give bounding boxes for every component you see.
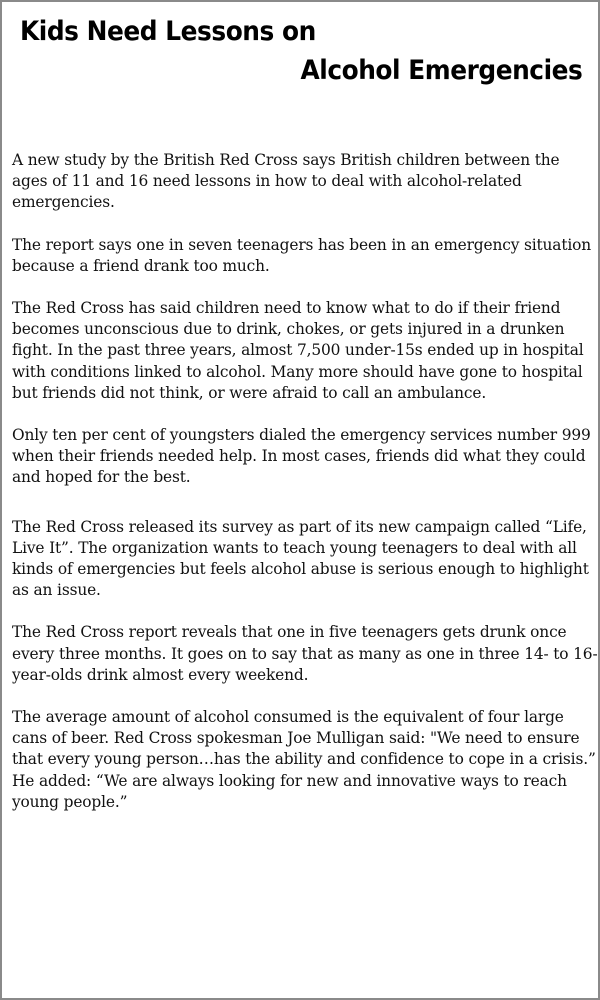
article-body [12, 150, 598, 834]
paragraph-2: The report says one in seven teenagers has been in an emergency situation because a friend drank too much. [12, 235, 592, 275]
paragraph-3: The Red Cross has said children need to know what to do if their friend becomes unconscious due to drink, chokes, or gets injured in a drunken fight. In the past three years, almost 7,500 under-15s ended up in hospital with conditions linked to alcohol. Many more should have gone to hospital but friends did not think, or were afraid to call an ambulance. [12, 299, 584, 402]
article-title-line-2: Alcohol Emergencies [300, 55, 582, 86]
paragraph-7: The average amount of alcohol consumed is the equivalent of four large cans of beer. Red Cross spokesman Joe Mulligan said: "We need to ensure that every young person…has the ability and confidence to cope in a crisis.” He added: “We are always looking for new and innovative ways to reach young people.” [12, 708, 596, 811]
article-title-line-1: Kids Need Lessons on [20, 16, 316, 47]
paragraph-5: The Red Cross released its survey as part of its new campaign called “Life, Live It”. The organization wants to teach young teenagers to deal with all kinds of emergencies but feels alcohol abuse is serious enough to highlight as an issue. [12, 517, 589, 600]
paragraph-6: The Red Cross report reveals that one in five teenagers gets drunk once every three months. It goes on to say that as many as one in three 14- to 16-year-olds drink almost every weekend. [12, 623, 598, 684]
paragraph-4: Only ten per cent of youngsters dialed the emergency services number 999 when their friends needed help. In most cases, friends did what they could and hoped for the best. [12, 426, 591, 487]
paragraph-1: A new study by the British Red Cross says British children between the ages of 11 and 16 need lessons in how to deal with alcohol-related emergencies. [12, 151, 560, 212]
